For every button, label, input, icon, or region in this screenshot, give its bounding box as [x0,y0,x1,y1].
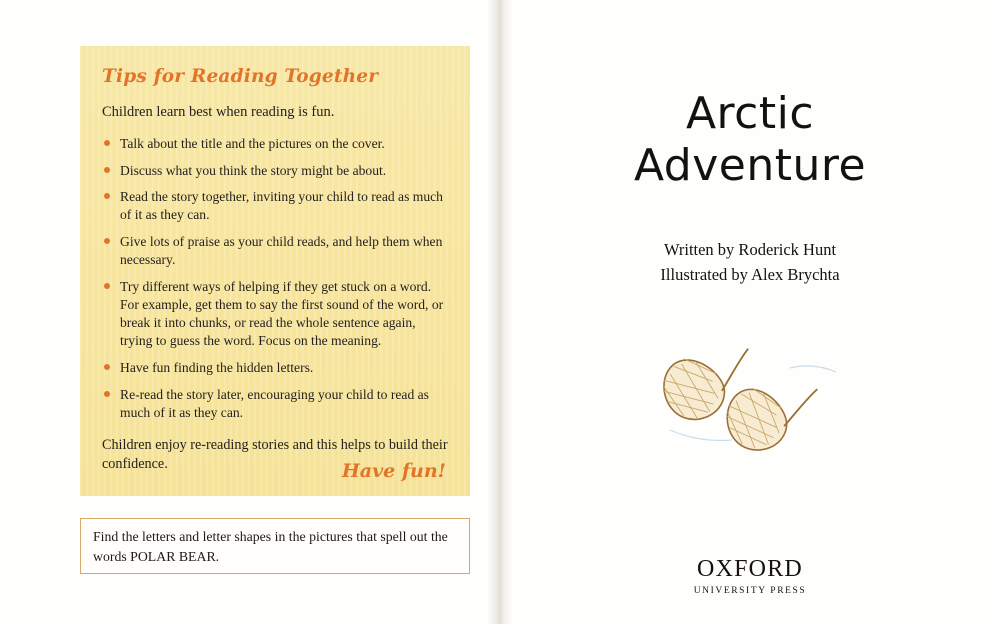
publisher-subtitle: UNIVERSITY PRESS [693,586,807,596]
page-title [500,88,1000,192]
tips-item-text: Discuss what you think the story might be about. [120,162,387,178]
list-item [102,233,448,269]
written-by-credit: Written by Roderick Hunt [663,240,837,259]
bullet-icon [104,167,110,173]
tips-item-text: Read the story together, inviting your child to read as much of it as they can. [120,189,443,223]
bullet-icon [104,391,110,397]
tips-item-text: Have fun finding the hidden letters. [120,359,314,375]
publisher-name: OXFORD [697,556,803,582]
right-page [500,0,1000,624]
publisher-imprint [500,556,1000,596]
bullet-icon [104,193,110,199]
snowshoes-illustration [640,332,860,452]
tips-for-reading-together-panel [80,46,470,496]
tips-list [102,135,448,422]
tips-item-text: Re-read the story later, encouraging your child to read as much of it as they can. [120,386,429,420]
tips-item-text: Give lots of praise as your child reads, and help them when necessary. [120,234,443,268]
credits-block [500,238,1000,288]
book-title-line-1: Arctic [685,88,815,139]
bullet-icon [104,238,110,244]
bullet-icon [104,140,110,146]
tips-item-text: Talk about the title and the pictures on the cover. [120,135,385,151]
tips-panel-sign-off: Have fun! [341,460,446,482]
list-item [102,162,448,180]
tips-panel-intro: Children learn best when reading is fun. [102,104,335,120]
tips-panel-outro: Children enjoy re-reading stories and this helps to build their confidence. [102,436,448,472]
tips-item-text: Try different ways of helping if they get stuck on a word. For example, get them to say the first sound of the word, or break it into chunks, or read the whole sentence again, trying to guess the word. Focus on the meaning. [120,279,444,348]
list-item [102,359,448,377]
list-item [102,135,448,153]
illustrated-by-credit: Illustrated by Alex Brychta [660,264,840,284]
bullet-icon [104,283,110,289]
list-item [102,386,448,422]
list-item [102,188,448,224]
list-item [102,278,448,350]
tips-panel-title: Tips for Reading Together [102,66,379,87]
hidden-letters-note: Find the letters and letter shapes in the pictures that spell out the words POLAR BEAR. [80,518,470,574]
bullet-icon [104,364,110,370]
book-title-line-2: Adventure [633,139,867,191]
